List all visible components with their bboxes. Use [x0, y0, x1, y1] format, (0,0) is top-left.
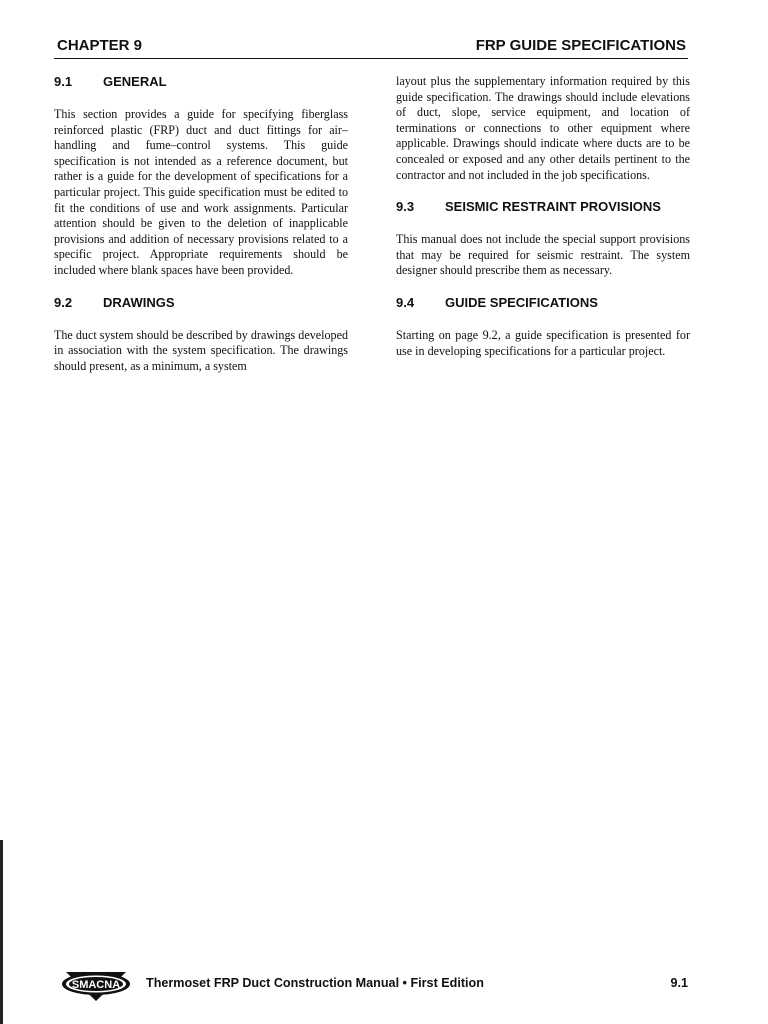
smacna-logo	[60, 968, 132, 1002]
section-number: 9.3	[396, 199, 415, 215]
page-number: 9.1	[670, 976, 688, 990]
svg-text:SMACNA: SMACNA	[71, 979, 121, 991]
section-number: 9.4	[396, 294, 415, 310]
manual-title: Thermoset FRP Duct Construction Manual • First Edition	[146, 976, 484, 990]
section-title: SEISMIC RESTRAINT PROVISIONS	[445, 199, 661, 215]
section-heading-general	[54, 74, 348, 90]
section-body-guide-specs: Starting on page 9.2, a guide specification is presented for use in developing specifications for a particular project.	[396, 327, 690, 358]
section-body-general: This section provides a guide for specifying fiberglass reinforced plastic (FRP) duct and duct fittings for air–handling and fume–control systems. This guide specification is not intended as a reference document, but rather is a guide for the development of specifications for a particular project. This guide specification must be edited to fit the conditions of use and work assignments. Particular attention should be given to the deletion of inapplicable provisions and addition of necessary provisions related to a specific project. Appropriate requirements should be included where blank spaces have been provided.	[54, 107, 348, 277]
section-heading-drawings	[54, 295, 348, 311]
section-body-drawings-continued: layout plus the supplementary information required by this guide specification. The drawings should include elevations of duct, slope, service equipment, and location of terminations or connections to other equipment where applicable. Drawings should indicate where ducts are to be concealed or exposed and any other details pertinent to the contractor and not included in the job specifications.	[396, 74, 690, 182]
section-body-seismic: This manual does not include the special support provisions that may be required for seismic restraint. The system designer should prescribe them as necessary.	[396, 232, 690, 278]
scan-edge-shadow	[0, 840, 3, 1024]
section-number: 9.1	[54, 74, 73, 89]
section-heading-guide-specs	[396, 295, 690, 311]
page-header	[54, 36, 688, 59]
right-column	[396, 74, 690, 359]
section-title: GUIDE SPECIFICATIONS	[445, 294, 598, 310]
section-number: 9.2	[54, 294, 73, 310]
section-title: GENERAL	[103, 74, 167, 89]
section-title: DRAWINGS	[103, 294, 175, 310]
chapter-label: CHAPTER 9	[57, 37, 143, 54]
section-body-drawings: The duct system should be described by drawings developed in association with the system specification. The drawings should present, as a minimum, a system	[54, 327, 348, 373]
page-footer	[60, 966, 690, 1002]
left-column	[54, 74, 348, 374]
section-heading-seismic	[396, 199, 690, 215]
chapter-title: FRP GUIDE SPECIFICATIONS	[475, 37, 686, 54]
